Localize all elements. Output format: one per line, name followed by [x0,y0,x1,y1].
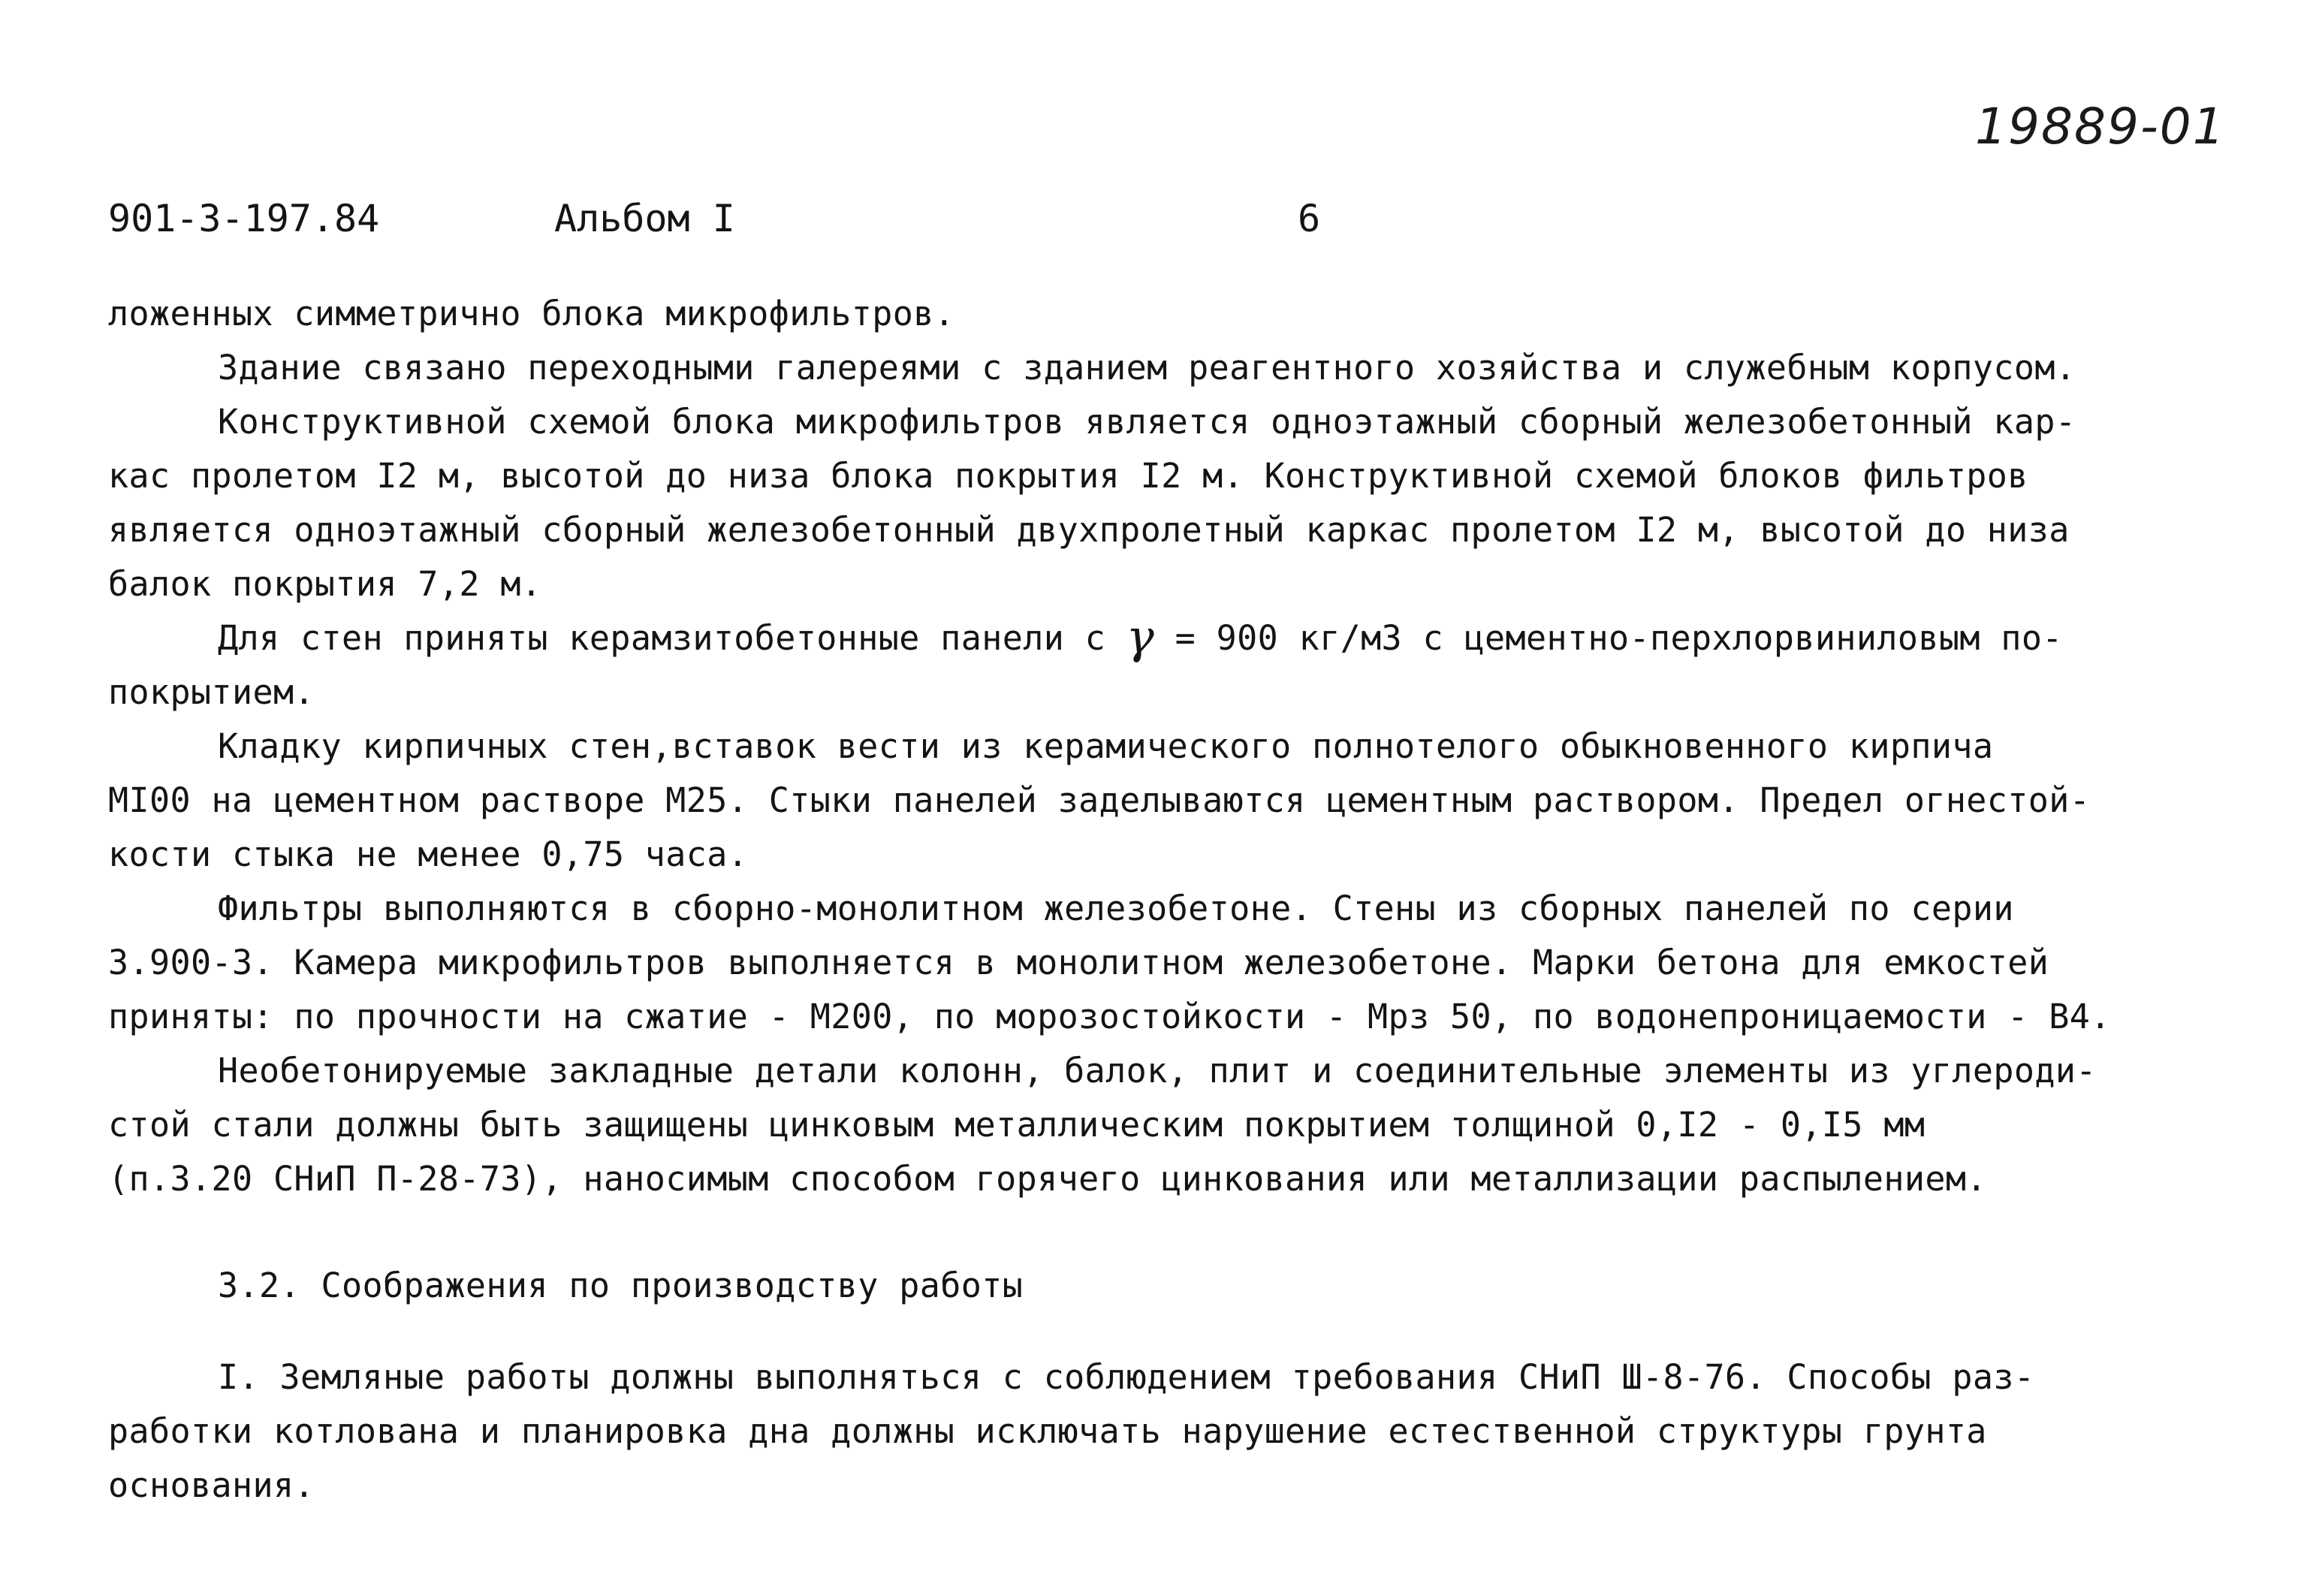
section-text-line: I. Земляные работы должны выполняться с соблюдением требования СНиП Ш-8-76. Способы раз- [218,1357,2035,1397]
text-line: Здание связано переходными галереями с зданием реагентного хозяйства и служебным корпусом. [218,348,2076,388]
text-line: Конструктивной схемой блока микрофильтров является одноэтажный сборный железобетонный кар- [218,402,2076,442]
text-line: (п.3.20 СНиП П-28-73), наносимым способом горячего цинкования или металлизации распылением. [108,1159,1987,1199]
text-line: Необетонируемые закладные детали колонн, балок, плит и соединительные элементы из углероди- [218,1051,2097,1091]
text-line: Кладку кирпичных стен,вставок вести из керамического полнотелого обыкновенного кирпича [218,726,1994,766]
document-code: 901-3-197.84 [108,197,380,240]
text-line: приняты: по прочности на сжатие - M200, по морозостойкости - Мрз 50, по водонепроницаемости - B4. [108,997,2111,1036]
walls-line-before: Для стен приняты керамзитобетонные панели с [218,618,1126,658]
section-title: 3.2. Соображения по производству работы [218,1266,1024,1305]
text-line: является одноэтажный сборный железобетонный двухпролетный каркас пролетом I2 м, высотой до низа [108,510,2070,550]
album-label: Альбом I [554,197,735,240]
text-line: покрытием. [108,672,315,712]
document-body [108,287,2211,1513]
archive-number: 19889-01 [1975,98,2226,155]
text-line: кости стыка не менее 0,75 часа. [108,834,749,874]
section-text-line: основания. [108,1465,315,1505]
text-line: стой стали должны быть защищены цинковым металлическим покрытием толщиной 0,I2 - 0,I5 мм [108,1105,1926,1145]
text-line: 3.900-3. Камера микрофильтров выполняется в монолитном железобетоне. Марки бетона для емкостей [108,943,2049,982]
page-number: 6 [1298,197,1321,240]
walls-line [108,611,2211,665]
section-text-line: работки котлована и планировка дна должны исключать нарушение естественной структуры грунта [108,1411,1987,1451]
text-line: MI00 на цементном растворе M25. Стыки панелей заделываются цементным раствором. Предел огнестой- [108,780,2091,820]
gamma-symbol: γ [1126,609,1155,664]
walls-line-after: = 900 кг/м3 с цементно-перхлорвиниловым по- [1154,618,2063,658]
text-line: Фильтры выполняются в сборно-монолитном железобетоне. Стены из сборных панелей по серии [218,889,2014,928]
text-line: кас пролетом I2 м, высотой до низа блока покрытия I2 м. Конструктивной схемой блоков фильтров [108,456,2028,496]
text-line: балок покрытия 7,2 м. [108,564,542,604]
text-line: ложенных симметрично блока микрофильтров. [108,294,955,333]
